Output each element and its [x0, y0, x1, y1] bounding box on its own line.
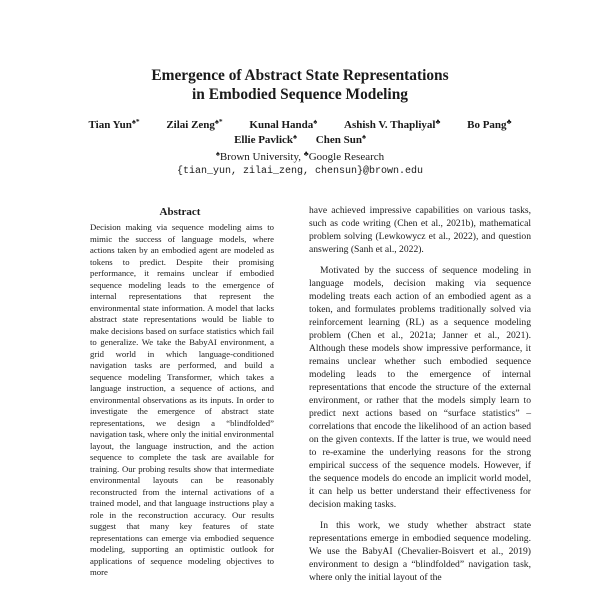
abstract-text: Decision making via sequence modeling aims to mimic the success of language models, where actions taken by an embodied agent are modeled as tokens to predict. Despite their promising performance, it remains unclear if embodied sequence modeling leads to the emergence of internal representations that represent the environmental state information. A model that lacks abstract state representations would be liable to make decisions based on surface statistics which fail to generalize. We take the BabyAI environment, a grid world in which language-conditioned navigation tasks are performed, and build a sequence modeling Transformer, which takes a language instruction, a sequence of actions, and environmental observations as its inputs. In order to investigate the emergence of abstract state representations, we design a “blindfolded” navigation task, where only the initial environmental layout, the language instruction, and the action sequence to complete the task are available for training. Our probing results show that intermediate environmental layouts can be reasonably reconstructed from the internal activations of a trained model, and that language instructions play a role in the reconstruction accuracy. Our results suggest that many key features of state representations can emerge via embodied sequence modeling, supporting an optimistic outlook for applications of sequence modeling objectives to more: [90, 222, 274, 577]
author-name: Ashish V. Thapliyal: [344, 119, 436, 131]
body-paragraph: Motivated by the success of sequence modeling in language models, decision making via sequence modeling treats each action of an embodied agent as a token, and formulates problems traditionally solved via reinforcement learning (RL) as a sequence modeling problem (Chen et al., 2021a; Janner et al., 2021). Although these models show impressive performance, it remains unclear whether such embodied sequence modeling leads to the emergence of internal representations that encode the structure of the external environment, or rather that the models simply learn to predict next actions based on “surface statistics” – correlations that encode the likelihood of an action based on the given contexts. If the latter is true, we would need to re-examine the underlying reasons for the strong empirical success of the sequence models. However, if the sequence models do encode an implicit world model, it can help us better understand their effectiveness for decision making tasks.: [309, 265, 531, 510]
author: [166, 118, 222, 133]
author: [344, 118, 440, 133]
title-line-1: Emergence of Abstract State Representations: [151, 67, 449, 84]
author: [467, 118, 511, 133]
author-mark: ♣: [435, 117, 441, 126]
contact-email: {tian_yun, zilai_zeng, chensun}@brown.edu: [176, 166, 424, 177]
affiliation-org: Brown University,: [219, 151, 304, 163]
author-mark: ♠*: [214, 117, 223, 126]
author-mark: ♣: [506, 117, 512, 126]
body-paragraph: have achieved impressive capabilities on various tasks, such as code writing (Chen et al., 2021b), mathematical problem solving (Lewkowycz et al., 2022), and question answering (Sanh et al., 2022).: [309, 205, 531, 255]
author-name: Ellie Pavlick: [234, 134, 294, 146]
author-name: Bo Pang: [467, 119, 507, 131]
author-list: [0, 118, 600, 148]
affiliation-mark: ♠: [215, 149, 220, 158]
affiliation: [0, 150, 600, 165]
author-mark: ♠: [361, 132, 366, 141]
author-row-1: [0, 118, 600, 133]
title-line-2: in Embodied Sequence Modeling: [192, 86, 408, 103]
author-name: Kunal Handa: [249, 119, 314, 131]
affiliation-mark: ♣: [303, 149, 309, 158]
author-name: Chen Sun: [315, 134, 362, 146]
intro-column: [309, 204, 531, 592]
author-row-2: [0, 133, 600, 148]
author: [316, 133, 366, 148]
body-paragraph: In this work, we study whether abstract state representations emerge in embodied sequence modeling. We use the BabyAI (Chevalier-Boisvert et al., 2019) environment to design a “blindfolded” navigation task, where only the initial layout of the: [309, 520, 531, 583]
author-mark: ♠: [293, 132, 298, 141]
author: [89, 118, 140, 133]
author-name: Tian Yun: [88, 119, 132, 131]
author-name: Zilai Zeng: [166, 119, 215, 131]
author: [249, 118, 317, 133]
abstract-heading: Abstract: [159, 206, 201, 218]
author: [234, 133, 297, 148]
paper-title: [0, 66, 600, 104]
author-mark: ♠*: [131, 117, 140, 126]
author-mark: ♠: [313, 117, 318, 126]
affiliation-org: Google Research: [308, 151, 385, 163]
